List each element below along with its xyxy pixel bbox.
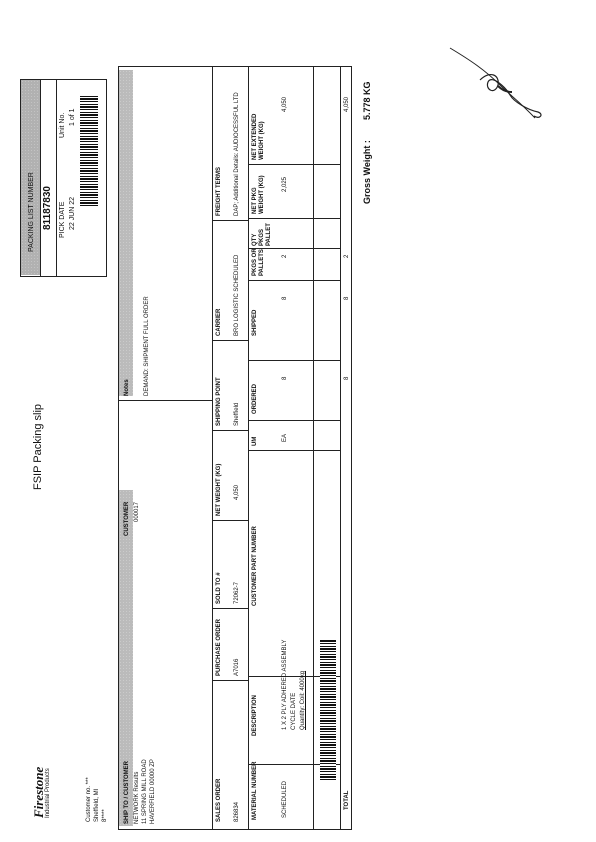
col-material-number: MATERIAL NUMBER xyxy=(252,761,258,820)
shipto-line-2: 11 SPRING MILL ROAD xyxy=(142,759,148,824)
col-net-pkg-weight: NET PKG WEIGHT (KG) xyxy=(252,175,265,214)
sender-address-line-3: 8**** xyxy=(102,809,108,822)
col-description: DESCRIPTION xyxy=(252,694,258,736)
shipping-point-label: SHIPPING POINT xyxy=(216,377,222,426)
net-weight-value: 4,050 xyxy=(234,484,240,500)
row-um: EA xyxy=(282,433,288,442)
item-barcode xyxy=(320,640,336,780)
shipto-label: SHIP TO / CUSTOMER xyxy=(124,760,130,824)
notes-label: Notes xyxy=(124,379,130,396)
customer-value: 000017 xyxy=(134,501,140,522)
packing-list-barcode xyxy=(80,96,98,206)
row-description-2: CYCLE DATE xyxy=(291,692,297,730)
row-pkg-weight: 2,025 xyxy=(282,176,288,192)
shipto-line-1: NETWORK Results xyxy=(134,771,140,824)
packing-list-number: 81187830 xyxy=(42,186,53,230)
brand-tagline: Industrial Products xyxy=(45,768,51,818)
col-shipped: SHIPPED xyxy=(252,309,258,336)
col-ordered: ORDERED xyxy=(252,383,258,414)
col-qty-pkgs-pallet: QTY PKGS PALLET xyxy=(252,223,272,246)
purchase-order-value: A7016 xyxy=(234,658,240,676)
net-weight-label: NET WEIGHT (KG) xyxy=(216,463,222,516)
freight-terms-label: FREIGHT TERMS xyxy=(216,167,222,216)
carrier-label: CARRIER xyxy=(216,308,222,336)
shipping-point-value: Sheffield xyxy=(234,402,240,426)
total-shipped: 8 xyxy=(344,296,350,300)
row-ordered: 8 xyxy=(282,376,288,380)
row-ext-weight: 4,050 xyxy=(282,96,288,112)
col-pkgs-or-pallets: PKGS OR PALLETS xyxy=(252,248,265,276)
pick-date-value: 22 JUN 22 xyxy=(69,196,76,230)
col-um: UM xyxy=(252,436,258,446)
page-title: FSIP Packing slip xyxy=(32,403,44,490)
col-customer-part-number: CUSTOMER PART NUMBER xyxy=(252,526,258,606)
unit-no-value: 1 of 1 xyxy=(69,108,76,126)
customer-label: CUSTOMER xyxy=(124,501,130,536)
sales-order-label: SALES ORDER xyxy=(216,778,222,822)
row-material: SCHEDULED xyxy=(282,780,288,818)
notes-value: DEMAND: SHIPMENT FULL ORDER xyxy=(144,296,150,396)
total-ordered: 8 xyxy=(344,376,350,380)
brand-logo: Firestone xyxy=(31,766,46,818)
sold-to-value: 72062-7 xyxy=(234,581,240,604)
total-weight: 4,050 xyxy=(344,96,350,112)
freight-terms-value: DAP; Additional Details: AUDIOCESSFUL LTD xyxy=(234,92,240,216)
col-net-extended-weight: NET EXTENDED WEIGHT (KG) xyxy=(252,113,265,160)
gross-weight-label: Gross Weight : xyxy=(362,140,372,204)
unit-no-label: Unit No. xyxy=(59,112,66,138)
packing-list-label: PACKING LIST NUMBER xyxy=(28,172,35,252)
sender-address-line-1: Customer no. *** xyxy=(86,777,92,822)
shipto-line-3: HAVERFIELD 00000 ZP xyxy=(150,759,156,824)
row-description-1: 1 X 2 PLY ADHERED ASSEMBLY xyxy=(282,639,288,730)
row-description-3: Quantity: Coil: 4000kg xyxy=(300,670,306,730)
carrier-value: BRO LOGISTIC SCHEDULED xyxy=(234,254,240,336)
row-pallets: 2 xyxy=(282,254,288,258)
total-label: TOTAL xyxy=(344,790,350,810)
sender-address-line-2: Sheffield, MI xyxy=(94,788,100,822)
purchase-order-label: PURCHASE ORDER xyxy=(216,618,222,676)
pick-date-label: PICK DATE xyxy=(59,201,66,238)
sold-to-label: SOLD TO # xyxy=(216,572,222,604)
signature-mark xyxy=(440,40,550,130)
sales-order-value: 826834 xyxy=(234,801,240,822)
row-shipped: 8 xyxy=(282,296,288,300)
gross-weight-value: 5.778 KG xyxy=(362,81,372,120)
total-pallets: 2 xyxy=(344,254,350,258)
